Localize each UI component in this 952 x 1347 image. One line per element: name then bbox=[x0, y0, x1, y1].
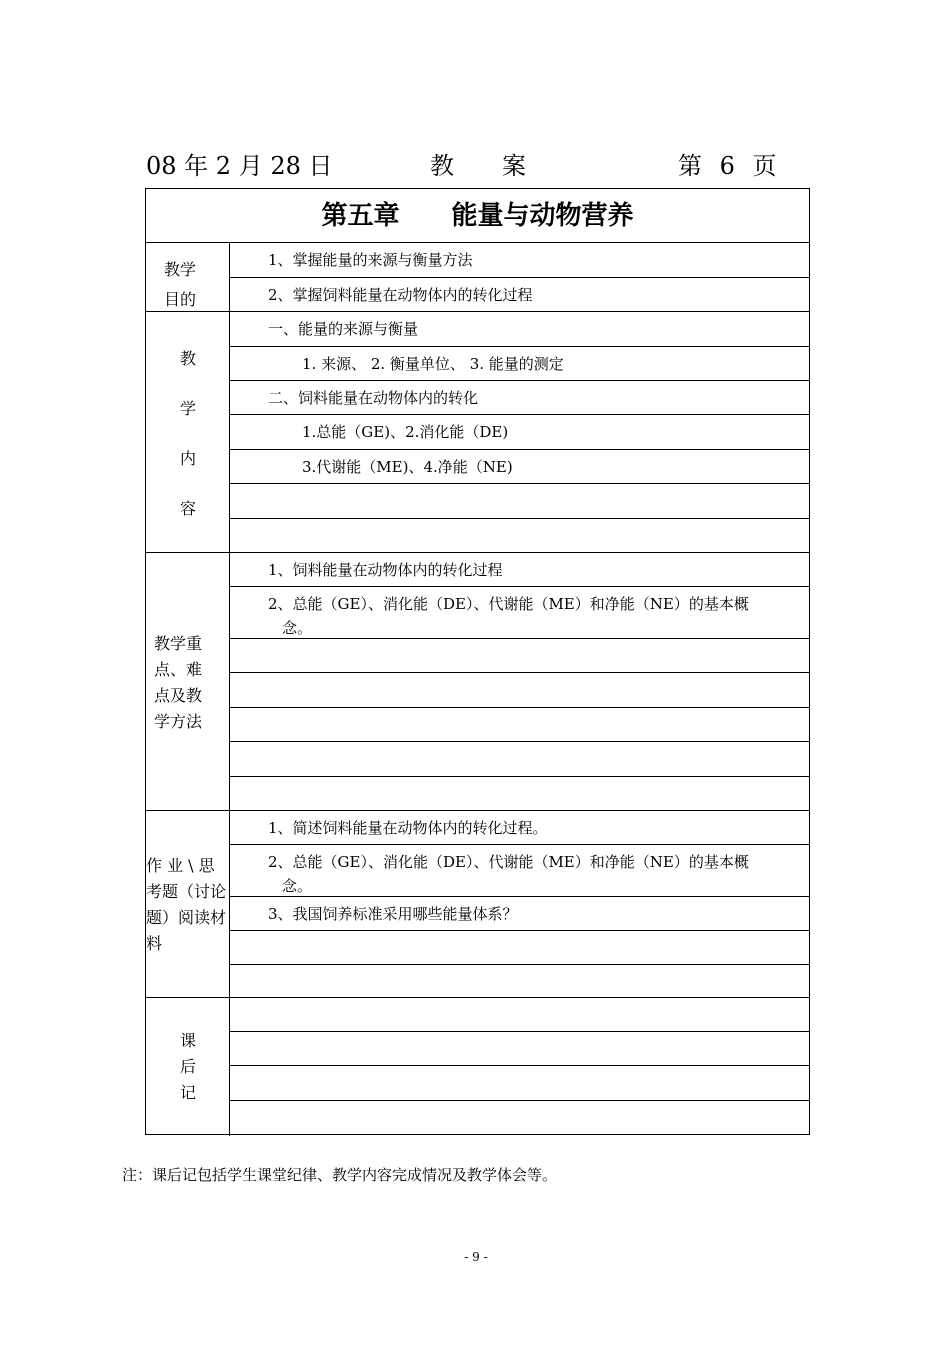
content-row: 二、饲料能量在动物体内的转化 bbox=[230, 381, 809, 415]
content-row: 3.代谢能（ME)、4.净能（NE) bbox=[230, 450, 809, 484]
page-number: - 9 - bbox=[464, 1250, 488, 1264]
header-title: 教案 bbox=[430, 152, 574, 180]
homework-row-empty bbox=[230, 931, 809, 965]
chapter-name: 能量与动物营养 bbox=[451, 201, 634, 231]
objectives-label: 教学 目的 bbox=[164, 260, 197, 309]
content-row: 1. 来源、 2. 衡量单位、 3. 能量的测定 bbox=[230, 347, 809, 381]
keypoint-row: 1、饲料能量在动物体内的转化过程 bbox=[230, 553, 809, 587]
homework-row: 3、我国饲养标准采用哪些能量体系？ bbox=[230, 897, 809, 931]
objective-row: 2、掌握饲料能量在动物体内的转化过程 bbox=[268, 286, 533, 304]
keypoint-row: 2、总能（GE）、消化能（DE）、代谢能（ME）和净能（NE）的基本概 念。 bbox=[230, 587, 809, 639]
homework-row: 1、简述饲料能量在动物体内的转化过程。 bbox=[230, 811, 809, 845]
objective-row: 1、掌握能量的来源与衡量方法 bbox=[230, 243, 809, 278]
objectives-label-cell bbox=[146, 243, 230, 311]
homework-label-cell bbox=[146, 811, 230, 997]
afterclass-section bbox=[146, 998, 809, 1136]
content-row-empty bbox=[230, 484, 809, 519]
keypoint-row-empty bbox=[230, 708, 809, 742]
afterclass-row-empty bbox=[230, 1032, 809, 1066]
keypoint-row-empty bbox=[230, 673, 809, 708]
content-row-empty bbox=[230, 519, 809, 553]
chapter-number: 第五章 bbox=[321, 201, 400, 231]
keypoints-section bbox=[146, 553, 809, 811]
chapter-title bbox=[146, 189, 809, 243]
content-section bbox=[146, 312, 809, 553]
keypoint-row-empty bbox=[230, 742, 809, 777]
header-page: 第 6 页 bbox=[678, 152, 777, 180]
objectives-section bbox=[146, 243, 809, 312]
lesson-plan-table bbox=[145, 188, 810, 1135]
afterclass-label-cell bbox=[146, 998, 230, 1136]
homework-label: 作 业 \ 思 考题（讨论 题）阅读材 料 bbox=[146, 856, 227, 953]
homework-section bbox=[146, 811, 809, 998]
footnote: 注：课后记包括学生课堂纪律、教学内容完成情况及教学体会等。 bbox=[122, 1166, 558, 1184]
header-date: 08 年 2 月 28 日 bbox=[146, 152, 333, 180]
homework-row: 2、总能（GE）、消化能（DE）、代谢能（ME）和净能（NE）的基本概 念。 bbox=[230, 845, 809, 897]
afterclass-row-empty bbox=[230, 998, 809, 1032]
afterclass-label: 课 后 记 bbox=[179, 1031, 196, 1102]
content-label-cell bbox=[146, 312, 230, 552]
keypoints-label-cell bbox=[146, 553, 230, 810]
afterclass-row-empty bbox=[230, 1101, 809, 1134]
content-row: 一、能量的来源与衡量 bbox=[230, 312, 809, 347]
keypoint-row-empty bbox=[230, 777, 809, 811]
document-header bbox=[146, 148, 810, 184]
content-label: 教 学 内 容 bbox=[179, 349, 196, 518]
keypoints-label: 教学重 点、难 点及教 学方法 bbox=[154, 634, 203, 731]
homework-row-empty bbox=[230, 965, 809, 998]
keypoint-row-empty bbox=[230, 639, 809, 673]
content-row: 1.总能（GE)、2.消化能（DE) bbox=[230, 415, 809, 450]
afterclass-row-empty bbox=[230, 1066, 809, 1101]
